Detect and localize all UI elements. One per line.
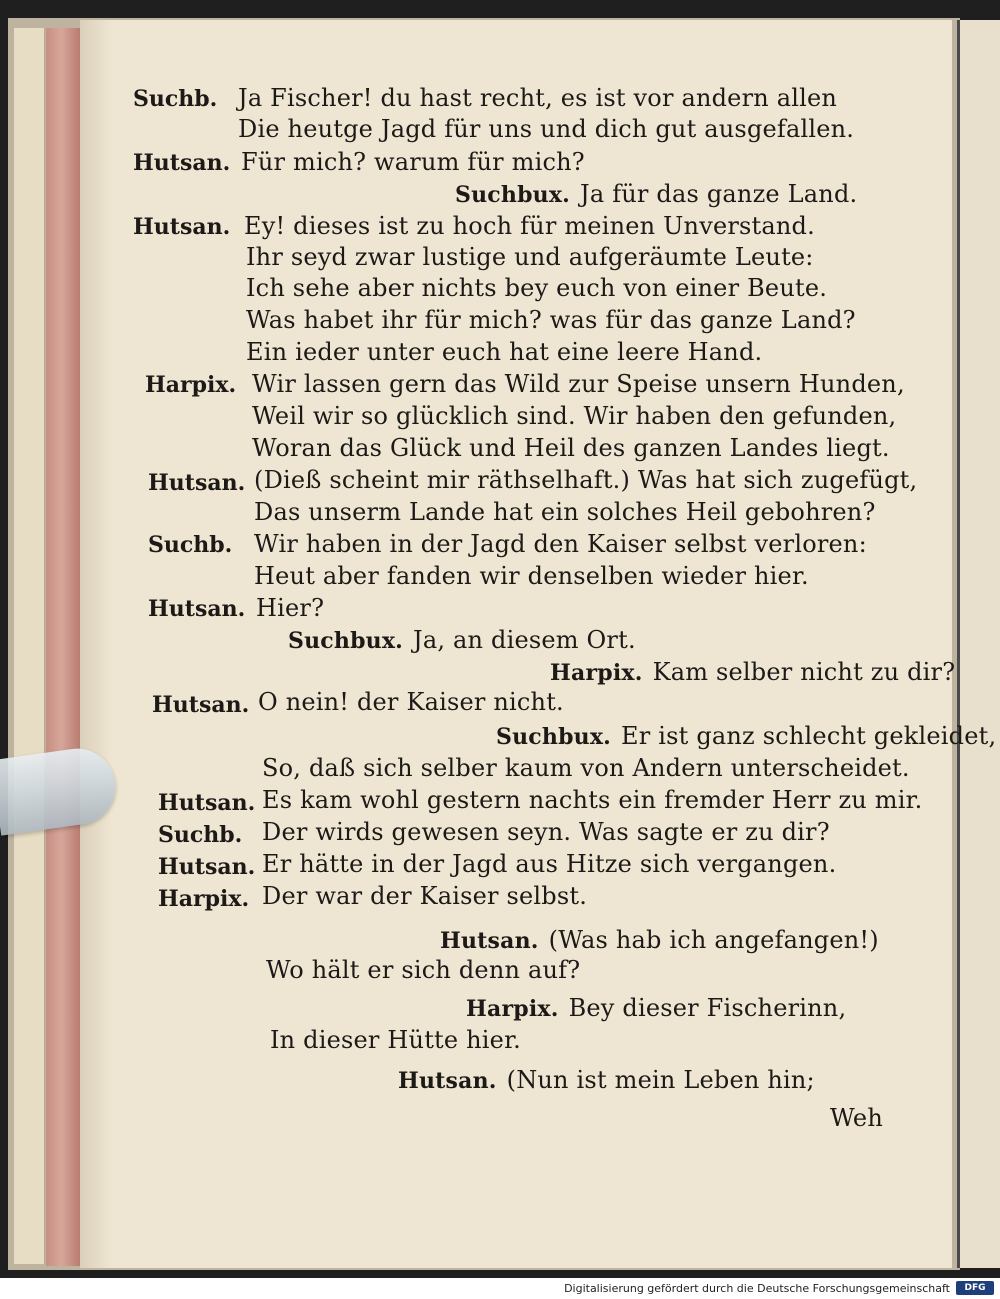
verse-text: (Nun ist mein Leben hin; [506, 1066, 815, 1094]
speaker-label: Harpix. [145, 372, 237, 398]
verse-line [440, 928, 879, 952]
verse-line: Heut aber fanden wir denselben wieder hier. [254, 562, 809, 590]
verse-line: Ey! dieses ist zu hoch für meinen Unverstand. [244, 212, 815, 240]
speaker-label: Hutsan. [133, 214, 231, 240]
verse-line: Ja Fischer! du hast recht, es ist vor andern allen [238, 84, 838, 112]
speaker-label: Hutsan. [398, 1068, 497, 1094]
verse-text: Kam selber nicht zu dir? [652, 658, 956, 686]
speaker-label: Suchb. [158, 822, 243, 848]
speaker-label: Suchbux. [288, 628, 404, 654]
speaker-label: Harpix. [466, 996, 559, 1022]
verse-line: Der wirds gewesen seyn. Was sagte er zu dir? [262, 818, 830, 846]
speaker-label: Suchb. [133, 86, 218, 112]
speaker-label: Hutsan. [152, 692, 250, 718]
speaker-label: Suchbux. [496, 724, 612, 750]
verse-line [288, 628, 636, 652]
speaker-label: Hutsan. [133, 150, 231, 176]
speaker-label: Harpix. [550, 660, 643, 686]
footer-bar [0, 1278, 1000, 1299]
speaker-label: Suchb. [148, 532, 233, 558]
verse-line: In dieser Hütte hier. [270, 1026, 521, 1054]
verse-line: Wo hält er sich denn auf? [266, 956, 581, 984]
verse-line: Wir haben in der Jagd den Kaiser selbst verloren: [254, 530, 867, 558]
verse-line: Wir lassen gern das Wild zur Speise unsern Hunden, [252, 370, 905, 398]
speaker-label: Hutsan. [158, 790, 256, 816]
footer-credit: Digitalisierung gefördert durch die Deutsche Forschungsgemeinschaft [564, 1282, 950, 1295]
verse-line: Die heutge Jagd für uns und dich gut ausgefallen. [238, 115, 855, 143]
verse-line: Hier? [256, 594, 325, 622]
verse-line [466, 996, 846, 1020]
verse-text: Ja, an diesem Ort. [413, 626, 636, 654]
speaker-label: Hutsan. [158, 854, 256, 880]
speaker-label: Harpix. [158, 886, 250, 912]
verse-line: Weil wir so glücklich sind. Wir haben den gefunden, [252, 402, 897, 430]
speaker-label: Hutsan. [148, 470, 246, 496]
verse-text: Er ist ganz schlecht gekleidet, [621, 722, 997, 750]
verse-line: Woran das Glück und Heil des ganzen Landes liegt. [252, 434, 890, 462]
speaker-label: Hutsan. [440, 928, 539, 954]
verse-line: Er hätte in der Jagd aus Hitze sich vergangen. [262, 850, 837, 878]
verse-line: Ihr seyd zwar lustige und aufgeräumte Leute: [246, 243, 814, 271]
verse-line: Es kam wohl gestern nachts ein fremder Herr zu mir. [262, 786, 923, 814]
verse-line: O nein! der Kaiser nicht. [258, 688, 564, 716]
verse-text: Bey dieser Fischerinn, [568, 994, 847, 1022]
verse-text: Ja für das ganze Land. [580, 180, 858, 208]
dfg-logo-icon: DFG [956, 1281, 994, 1295]
verse-line: Der war der Kaiser selbst. [262, 882, 588, 910]
verse-text: (Was hab ich angefangen!) [548, 926, 879, 954]
verse-line [398, 1068, 815, 1092]
catchword: Weh [830, 1104, 883, 1132]
verse-line [455, 182, 857, 206]
verse-line [496, 724, 996, 748]
speaker-label: Suchbux. [455, 182, 571, 208]
verse-line: Was habet ihr für mich? was für das ganze Land? [246, 306, 856, 334]
verse-line: Das unserm Lande hat ein solches Heil gebohren? [254, 498, 876, 526]
speaker-label: Hutsan. [148, 596, 246, 622]
verse-line: So, daß sich selber kaum von Andern unterscheidet. [262, 754, 910, 782]
verse-line: Für mich? warum für mich? [241, 148, 585, 176]
verse-line: (Dieß scheint mir räthselhaft.) Was hat sich zugefügt, [254, 466, 918, 494]
verse-line: Ich sehe aber nichts bey euch von einer Beute. [246, 274, 828, 302]
verse-line [550, 660, 955, 684]
verse-line: Ein ieder unter euch hat eine leere Hand. [246, 338, 763, 366]
